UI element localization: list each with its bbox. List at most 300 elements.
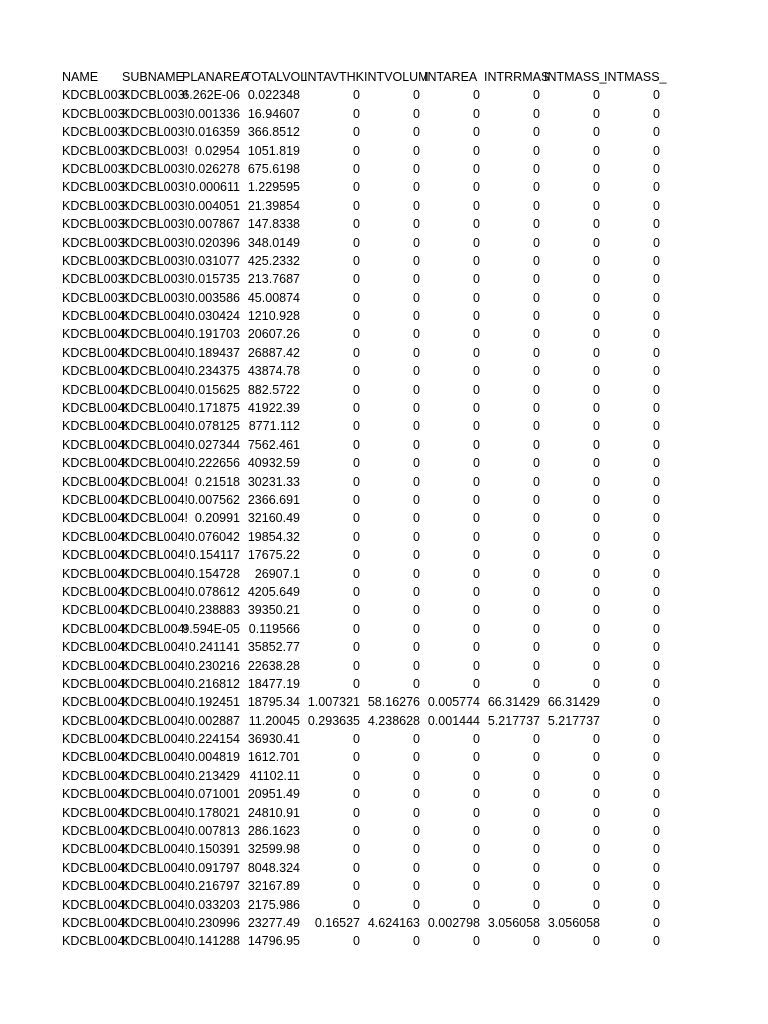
table-cell[interactable]: 0	[413, 529, 420, 544]
table-cell[interactable]: 0	[533, 235, 540, 250]
table-cell[interactable]: 11.20045	[248, 713, 300, 728]
table-cell[interactable]: 0	[413, 732, 420, 747]
table-cell[interactable]: KDCBL003!	[62, 143, 129, 158]
table-cell[interactable]: 0	[413, 658, 420, 673]
table-cell[interactable]: 26887.42	[247, 345, 300, 360]
table-cell[interactable]: 0.031077	[187, 253, 240, 268]
table-cell[interactable]: 0	[653, 640, 660, 655]
table-cell[interactable]: 45.00874	[247, 290, 300, 305]
table-cell[interactable]: 0	[413, 897, 420, 912]
table-cell[interactable]: 0.141288	[187, 934, 240, 949]
table-cell[interactable]: 0	[473, 824, 480, 839]
table-cell[interactable]: 0	[533, 143, 540, 158]
table-cell[interactable]: 0	[533, 88, 540, 103]
table-cell[interactable]: 0	[593, 345, 600, 360]
table-cell[interactable]: KDCBL004!	[122, 456, 189, 471]
table-cell[interactable]: 0	[593, 143, 600, 158]
table-cell[interactable]: 0	[473, 879, 480, 894]
table-cell[interactable]: 0	[413, 364, 420, 379]
table-cell[interactable]: 1612.701	[247, 750, 300, 765]
table-cell[interactable]: 0.222656	[187, 456, 240, 471]
table-cell[interactable]: KDCBL003!	[122, 217, 189, 232]
table-cell[interactable]: 32160.49	[247, 511, 300, 526]
table-cell[interactable]: 0	[653, 658, 660, 673]
table-cell[interactable]: 0	[473, 529, 480, 544]
table-cell[interactable]: 0	[533, 750, 540, 765]
table-cell[interactable]: 0	[653, 345, 660, 360]
table-cell[interactable]: 0	[353, 217, 360, 232]
table-cell[interactable]: 0	[353, 474, 360, 489]
table-cell[interactable]: KDCBL004!	[122, 805, 189, 820]
table-cell[interactable]: KDCBL003!	[122, 235, 189, 250]
table-cell[interactable]: 0	[653, 713, 660, 728]
table-cell[interactable]: 0	[653, 676, 660, 691]
table-cell[interactable]: 0	[473, 787, 480, 802]
table-cell[interactable]: 0	[533, 603, 540, 618]
table-cell[interactable]: 0	[653, 437, 660, 452]
table-cell[interactable]: KDCBL004!	[62, 750, 129, 765]
table-cell[interactable]: 0	[413, 934, 420, 949]
table-cell[interactable]: 286.1623	[247, 824, 300, 839]
table-cell[interactable]: KDCBL004!	[122, 842, 189, 857]
table-cell[interactable]: 0	[473, 309, 480, 324]
table-cell[interactable]: 0	[653, 180, 660, 195]
table-cell[interactable]: 66.31429	[547, 695, 600, 710]
table-cell[interactable]: 0.005774	[427, 695, 480, 710]
table-cell[interactable]: 0	[413, 768, 420, 783]
table-cell[interactable]: 0	[653, 732, 660, 747]
table-cell[interactable]: 26907.1	[254, 566, 300, 581]
table-cell[interactable]: 0	[533, 492, 540, 507]
table-cell[interactable]: 0	[413, 382, 420, 397]
table-cell[interactable]: 0	[413, 217, 420, 232]
table-cell[interactable]: 4205.649	[247, 584, 300, 599]
table-cell[interactable]: 0	[533, 456, 540, 471]
table-cell[interactable]: 0	[473, 566, 480, 581]
table-cell[interactable]: KDCBL003!	[62, 198, 129, 213]
table-cell[interactable]: 0	[533, 732, 540, 747]
table-cell[interactable]: 0	[413, 106, 420, 121]
table-cell[interactable]: KDCBL004!	[62, 860, 129, 875]
table-cell[interactable]: KDCBL004!	[62, 879, 129, 894]
table-cell[interactable]: KDCBL004!	[122, 584, 189, 599]
table-cell[interactable]: KDCBL004!	[62, 713, 129, 728]
table-cell[interactable]: 366.8512	[247, 125, 300, 140]
table-cell[interactable]: KDCBL004!	[122, 713, 189, 728]
table-cell[interactable]: 30231.33	[247, 474, 300, 489]
table-cell[interactable]: 0	[353, 161, 360, 176]
table-cell[interactable]: 0	[533, 842, 540, 857]
table-cell[interactable]: 0	[653, 161, 660, 176]
table-cell[interactable]: 0	[593, 750, 600, 765]
table-cell[interactable]: KDCBL003!	[122, 106, 189, 121]
table-cell[interactable]: 0	[533, 198, 540, 213]
table-cell[interactable]: 2366.691	[247, 492, 300, 507]
table-cell[interactable]: KDCBL004!	[122, 529, 189, 544]
table-cell[interactable]: KDCBL004!	[62, 934, 129, 949]
table-cell[interactable]: 58.16276	[367, 695, 420, 710]
table-cell[interactable]: 0.191703	[187, 327, 240, 342]
table-cell[interactable]: KDCBL004!	[122, 676, 189, 691]
table-cell[interactable]: 5.217737	[487, 713, 540, 728]
table-cell[interactable]: KDCBL004!	[122, 364, 189, 379]
table-cell[interactable]: 0	[533, 676, 540, 691]
table-cell[interactable]: 882.5722	[247, 382, 300, 397]
table-cell[interactable]: 0	[533, 768, 540, 783]
table-cell[interactable]: 0	[353, 492, 360, 507]
table-cell[interactable]: 0	[653, 309, 660, 324]
table-cell[interactable]: 0	[593, 621, 600, 636]
table-cell[interactable]: 8771.112	[248, 419, 300, 434]
table-cell[interactable]: 0	[353, 842, 360, 857]
table-cell[interactable]: 0	[353, 327, 360, 342]
table-cell[interactable]: 0	[533, 290, 540, 305]
table-cell[interactable]: KDCBL004!	[62, 768, 129, 783]
table-cell[interactable]: 0.071001	[187, 787, 240, 802]
table-cell[interactable]: KDCBL004!	[62, 401, 129, 416]
table-cell[interactable]: 0.078125	[187, 419, 240, 434]
table-cell[interactable]: 0	[593, 88, 600, 103]
table-cell[interactable]: 0	[413, 842, 420, 857]
column-header[interactable]: INTRRMAS	[484, 70, 550, 84]
table-cell[interactable]: 0	[473, 768, 480, 783]
table-cell[interactable]: 39350.21	[247, 603, 300, 618]
table-cell[interactable]: 0.241141	[188, 640, 240, 655]
table-cell[interactable]: 0.20991	[194, 511, 240, 526]
table-cell[interactable]: 0	[653, 934, 660, 949]
table-cell[interactable]: 0.02954	[194, 143, 240, 158]
table-cell[interactable]: KDCBL004!	[62, 621, 129, 636]
table-cell[interactable]: 0.020396	[187, 235, 240, 250]
table-cell[interactable]: 35852.77	[247, 640, 300, 655]
table-cell[interactable]: 0	[593, 897, 600, 912]
table-cell[interactable]: 0	[653, 750, 660, 765]
table-cell[interactable]: 0.189437	[187, 345, 240, 360]
table-cell[interactable]: 0.007562	[187, 492, 240, 507]
table-cell[interactable]: KDCBL004!	[62, 842, 129, 857]
table-cell[interactable]: 0	[413, 327, 420, 342]
table-cell[interactable]: 0	[413, 456, 420, 471]
table-cell[interactable]: 0	[533, 860, 540, 875]
table-cell[interactable]: KDCBL004!	[122, 327, 189, 342]
table-cell[interactable]: KDCBL003!	[62, 180, 129, 195]
table-cell[interactable]: KDCBL004!	[122, 603, 189, 618]
table-cell[interactable]: 0	[593, 364, 600, 379]
table-cell[interactable]: 0	[533, 161, 540, 176]
table-cell[interactable]: 4.238628	[367, 713, 420, 728]
table-cell[interactable]: 0	[593, 584, 600, 599]
table-cell[interactable]: 0	[413, 180, 420, 195]
table-cell[interactable]: KDCBL004!	[122, 934, 189, 949]
table-cell[interactable]: 0.030424	[187, 309, 240, 324]
table-cell[interactable]: 0	[473, 842, 480, 857]
table-cell[interactable]: 0	[353, 253, 360, 268]
table-cell[interactable]: 0	[353, 732, 360, 747]
table-cell[interactable]: 0	[473, 456, 480, 471]
table-cell[interactable]: 0.015625	[187, 382, 240, 397]
table-cell[interactable]: KDCBL004!	[62, 548, 129, 563]
table-cell[interactable]: KDCBL003!	[62, 253, 129, 268]
table-cell[interactable]: 0	[353, 548, 360, 563]
table-cell[interactable]: 0	[413, 640, 420, 655]
table-cell[interactable]: 0	[353, 456, 360, 471]
table-cell[interactable]: 0.076042	[187, 529, 240, 544]
table-cell[interactable]: KDCBL003!	[62, 161, 129, 176]
table-cell[interactable]: 0	[593, 217, 600, 232]
table-cell[interactable]: KDCBL003!	[62, 106, 129, 121]
table-cell[interactable]: 0.003586	[187, 290, 240, 305]
table-cell[interactable]: 0	[533, 584, 540, 599]
table-cell[interactable]: 0	[533, 824, 540, 839]
table-cell[interactable]: 0	[413, 860, 420, 875]
table-cell[interactable]: 0	[353, 787, 360, 802]
table-cell[interactable]: 0	[533, 382, 540, 397]
table-cell[interactable]: KDCBL004!	[122, 401, 189, 416]
table-cell[interactable]: 0	[353, 180, 360, 195]
table-cell[interactable]: 0	[533, 437, 540, 452]
table-cell[interactable]: 0	[413, 805, 420, 820]
table-cell[interactable]: 0	[653, 768, 660, 783]
table-cell[interactable]: 7562.461	[247, 437, 300, 452]
table-cell[interactable]: KDCBL004!	[62, 732, 129, 747]
table-cell[interactable]: 0	[593, 125, 600, 140]
table-cell[interactable]: 348.0149	[247, 235, 300, 250]
table-cell[interactable]: KDCBL004!	[122, 492, 189, 507]
table-cell[interactable]: 0	[353, 106, 360, 121]
table-cell[interactable]: 0	[473, 860, 480, 875]
table-cell[interactable]: 0	[353, 658, 360, 673]
table-cell[interactable]: KDCBL004!	[62, 566, 129, 581]
table-cell[interactable]: 0	[533, 253, 540, 268]
table-cell[interactable]: 0	[353, 511, 360, 526]
table-cell[interactable]: 0	[413, 125, 420, 140]
table-cell[interactable]: 0	[353, 419, 360, 434]
table-cell[interactable]: 0	[473, 548, 480, 563]
table-cell[interactable]: 0	[413, 437, 420, 452]
table-cell[interactable]: KDCBL003!	[122, 180, 189, 195]
table-cell[interactable]: 0.027344	[187, 437, 240, 452]
column-header[interactable]: INTAREA	[424, 70, 478, 84]
table-cell[interactable]: 0.001444	[427, 713, 480, 728]
table-cell[interactable]: 0	[533, 658, 540, 673]
table-cell[interactable]: KDCBL004!	[62, 805, 129, 820]
table-cell[interactable]: KDCBL004!	[122, 824, 189, 839]
table-cell[interactable]: KDCBL004!	[62, 511, 129, 526]
table-cell[interactable]: 0.293635	[307, 713, 360, 728]
table-cell[interactable]: 0	[533, 345, 540, 360]
table-cell[interactable]: 3.056058	[547, 915, 600, 930]
table-cell[interactable]: 0	[653, 217, 660, 232]
table-cell[interactable]: 24810.91	[247, 805, 300, 820]
table-cell[interactable]: 0	[653, 566, 660, 581]
table-cell[interactable]: 0	[653, 456, 660, 471]
table-cell[interactable]: KDCBL004!	[62, 309, 129, 324]
table-cell[interactable]: 0	[353, 768, 360, 783]
table-cell[interactable]: 0.119566	[248, 621, 300, 636]
table-cell[interactable]: KDCBL004!	[122, 548, 189, 563]
table-cell[interactable]: 0	[353, 566, 360, 581]
table-cell[interactable]: 0	[533, 566, 540, 581]
table-cell[interactable]: 0	[473, 474, 480, 489]
table-cell[interactable]: 0	[533, 309, 540, 324]
table-cell[interactable]: 0.16527	[314, 915, 360, 930]
table-cell[interactable]: 0	[353, 143, 360, 158]
table-cell[interactable]: 0	[413, 879, 420, 894]
table-cell[interactable]: 0	[473, 106, 480, 121]
table-cell[interactable]: KDCBL004!	[122, 860, 189, 875]
table-cell[interactable]: 20951.49	[247, 787, 300, 802]
table-cell[interactable]: 0	[593, 492, 600, 507]
table-cell[interactable]: 0	[653, 235, 660, 250]
table-cell[interactable]: 0	[593, 548, 600, 563]
table-cell[interactable]: KDCBL004!	[62, 529, 129, 544]
table-cell[interactable]: 0	[653, 805, 660, 820]
table-cell[interactable]: 0	[413, 511, 420, 526]
table-cell[interactable]: KDCBL004!	[122, 437, 189, 452]
table-cell[interactable]: 0	[473, 603, 480, 618]
table-cell[interactable]: 0.171875	[187, 401, 240, 416]
table-cell[interactable]: 0	[653, 143, 660, 158]
column-header[interactable]: TOTALVOL	[244, 70, 308, 84]
table-cell[interactable]: 0	[653, 897, 660, 912]
table-cell[interactable]: 0.216812	[187, 676, 240, 691]
table-cell[interactable]: 8048.324	[247, 860, 300, 875]
table-cell[interactable]: 147.8338	[247, 217, 300, 232]
table-cell[interactable]: KDCBL004!	[62, 364, 129, 379]
table-cell[interactable]: KDCBL004!	[62, 474, 129, 489]
table-cell[interactable]: KDCBL004!	[62, 437, 129, 452]
table-cell[interactable]: 0	[533, 272, 540, 287]
table-cell[interactable]: KDCBL004!	[122, 419, 189, 434]
table-cell[interactable]: 0.21518	[194, 474, 240, 489]
table-cell[interactable]: KDCBL003!	[62, 88, 129, 103]
table-cell[interactable]: 0	[413, 309, 420, 324]
table-cell[interactable]: 0.150391	[187, 842, 240, 857]
column-header[interactable]: INTMASS_	[604, 70, 667, 84]
table-cell[interactable]: 0	[593, 272, 600, 287]
table-cell[interactable]: KDCBL003!	[122, 272, 189, 287]
table-cell[interactable]: KDCBL004!	[122, 915, 189, 930]
table-cell[interactable]: 0	[413, 492, 420, 507]
table-cell[interactable]: KDCBL003!	[122, 161, 189, 176]
table-cell[interactable]: KDCBL004!	[122, 621, 189, 636]
table-cell[interactable]: 0	[413, 824, 420, 839]
table-cell[interactable]: 0	[593, 180, 600, 195]
table-cell[interactable]: 0	[473, 198, 480, 213]
table-cell[interactable]: 0	[653, 621, 660, 636]
table-cell[interactable]: 0	[533, 879, 540, 894]
table-cell[interactable]: 0	[413, 345, 420, 360]
table-cell[interactable]: 0	[653, 824, 660, 839]
table-cell[interactable]: 0	[353, 824, 360, 839]
table-cell[interactable]: 9.594E-05	[182, 621, 240, 636]
table-cell[interactable]: 0	[353, 125, 360, 140]
table-cell[interactable]: 0	[353, 621, 360, 636]
table-cell[interactable]: 0	[413, 787, 420, 802]
table-cell[interactable]: 0	[413, 603, 420, 618]
table-cell[interactable]: 0.230216	[187, 658, 240, 673]
table-cell[interactable]: 0	[533, 897, 540, 912]
table-cell[interactable]: 0	[593, 382, 600, 397]
table-cell[interactable]: KDCBL004!	[62, 603, 129, 618]
table-cell[interactable]: KDCBL003!	[122, 125, 189, 140]
table-cell[interactable]: 0.238883	[187, 603, 240, 618]
table-cell[interactable]: 18795.34	[247, 695, 300, 710]
table-cell[interactable]: 0	[473, 143, 480, 158]
table-cell[interactable]: 0	[413, 548, 420, 563]
table-cell[interactable]: 0	[353, 860, 360, 875]
table-cell[interactable]: 0	[473, 88, 480, 103]
table-cell[interactable]: 18477.19	[247, 676, 300, 691]
table-cell[interactable]: KDCBL004!	[122, 732, 189, 747]
table-cell[interactable]: 0	[413, 235, 420, 250]
table-cell[interactable]: 0	[473, 621, 480, 636]
table-cell[interactable]: 41102.11	[249, 768, 300, 783]
table-cell[interactable]: 0	[473, 327, 480, 342]
table-cell[interactable]: KDCBL004!	[62, 492, 129, 507]
table-cell[interactable]: 0	[653, 695, 660, 710]
table-cell[interactable]: 0	[593, 235, 600, 250]
table-cell[interactable]: 0	[533, 125, 540, 140]
table-cell[interactable]: 0	[413, 621, 420, 636]
table-cell[interactable]: KDCBL004!	[62, 897, 129, 912]
table-cell[interactable]: 0	[593, 640, 600, 655]
table-cell[interactable]: 22638.28	[247, 658, 300, 673]
table-cell[interactable]: 0	[653, 584, 660, 599]
table-cell[interactable]: 0	[473, 492, 480, 507]
table-cell[interactable]: 0	[413, 566, 420, 581]
table-cell[interactable]: 0	[653, 401, 660, 416]
table-cell[interactable]: 0	[593, 290, 600, 305]
column-header[interactable]: PLANAREA	[182, 70, 249, 84]
table-cell[interactable]: 0	[353, 640, 360, 655]
table-cell[interactable]: 0	[533, 106, 540, 121]
table-cell[interactable]: 0	[653, 787, 660, 802]
table-cell[interactable]: 0	[653, 474, 660, 489]
table-cell[interactable]: 0	[473, 676, 480, 691]
table-cell[interactable]: 0	[593, 401, 600, 416]
table-cell[interactable]: 43874.78	[247, 364, 300, 379]
table-cell[interactable]: 0	[533, 621, 540, 636]
table-cell[interactable]: 0	[473, 125, 480, 140]
table-cell[interactable]: 0	[473, 437, 480, 452]
table-cell[interactable]: 0	[353, 401, 360, 416]
table-cell[interactable]: 0	[593, 529, 600, 544]
table-cell[interactable]: 0	[473, 640, 480, 655]
table-cell[interactable]: KDCBL004!	[122, 787, 189, 802]
table-cell[interactable]: 0	[473, 805, 480, 820]
table-cell[interactable]: 0	[653, 548, 660, 563]
table-cell[interactable]: 0	[593, 768, 600, 783]
table-cell[interactable]: KDCBL004!	[62, 419, 129, 434]
table-cell[interactable]: 675.6198	[247, 161, 300, 176]
table-cell[interactable]: 0.178021	[187, 805, 240, 820]
table-cell[interactable]: 0.230996	[187, 915, 240, 930]
table-cell[interactable]: 0.007813	[187, 824, 240, 839]
table-cell[interactable]: KDCBL004!	[122, 750, 189, 765]
table-cell[interactable]: 0	[533, 180, 540, 195]
table-cell[interactable]: 0	[353, 750, 360, 765]
table-cell[interactable]: 19854.32	[247, 529, 300, 544]
table-cell[interactable]: 6.262E-06	[182, 88, 240, 103]
table-cell[interactable]: 0	[593, 787, 600, 802]
table-cell[interactable]: 0	[353, 198, 360, 213]
table-cell[interactable]: 0	[353, 584, 360, 599]
table-cell[interactable]: 0	[413, 161, 420, 176]
table-cell[interactable]: 17675.22	[247, 548, 300, 563]
table-cell[interactable]: KDCBL003!	[62, 125, 129, 140]
table-cell[interactable]: 0	[533, 419, 540, 434]
